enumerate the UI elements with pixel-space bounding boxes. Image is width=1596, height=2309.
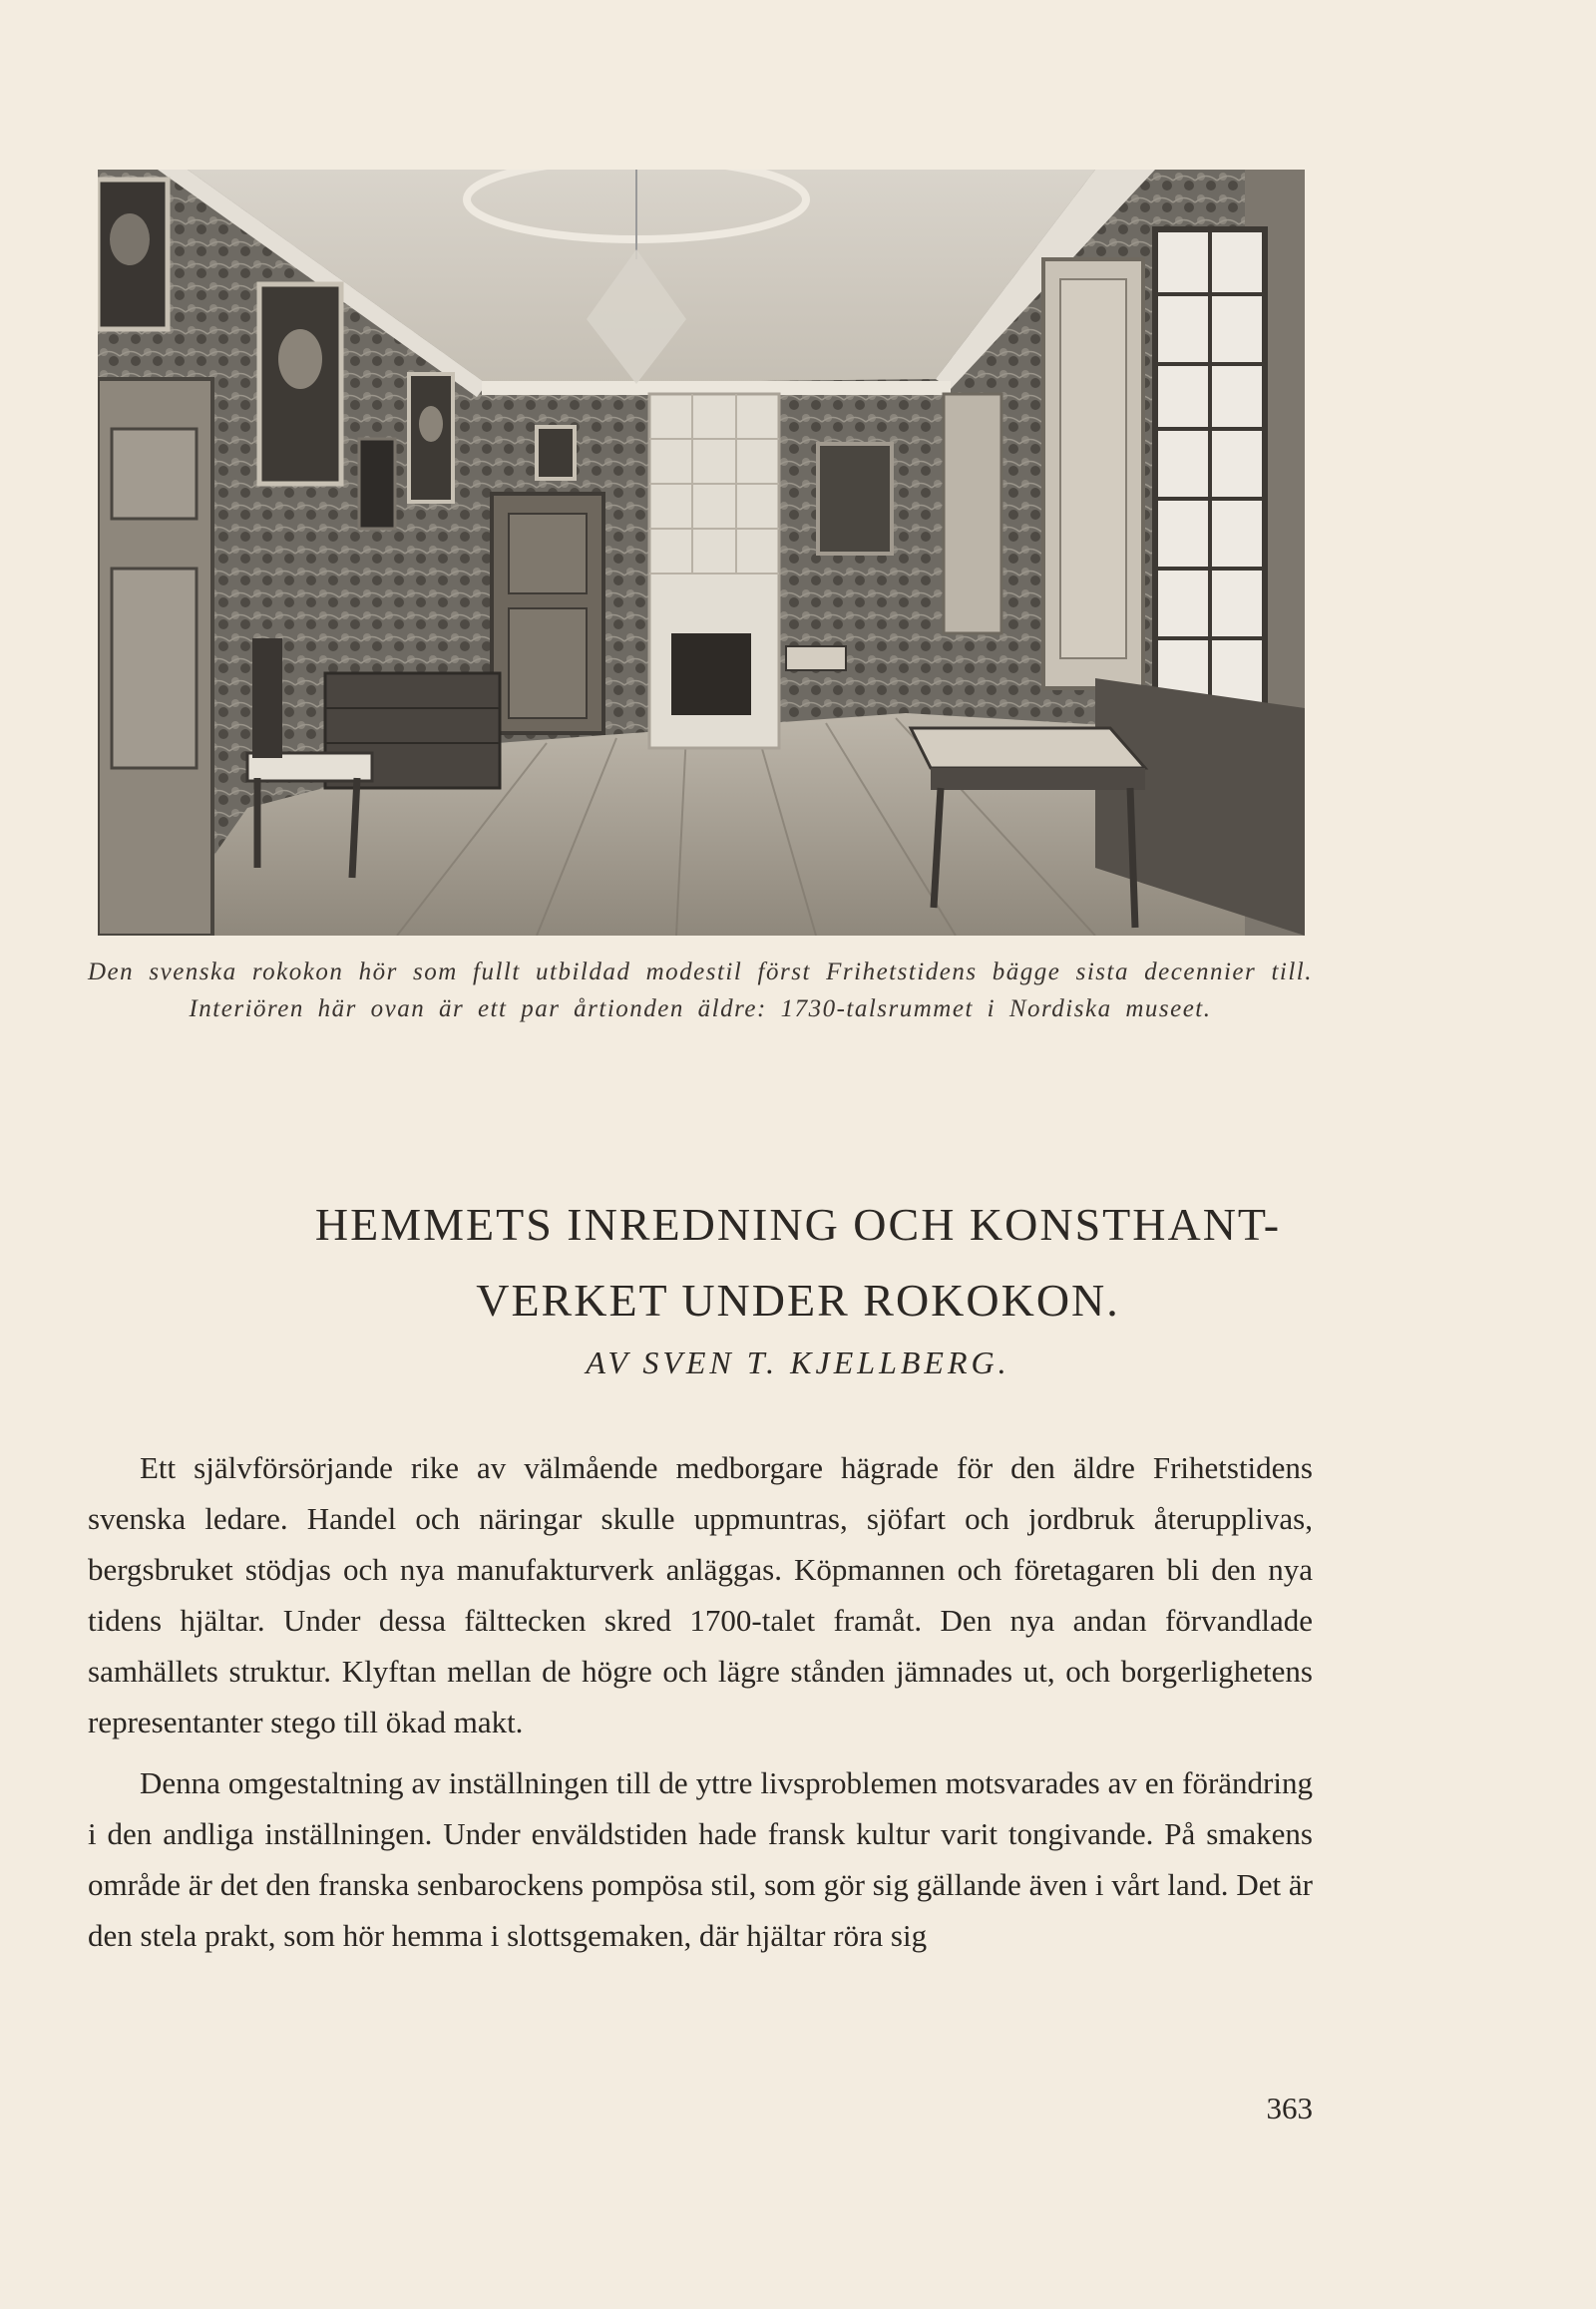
paragraph: Ett självförsörjande rike av välmående medborgare hägrade för den äldre Frihetstidens svenska ledare. Handel och näringar skulle uppmuntras, sjöfart och jordbruk återupplivas, bergsbruket stödjas och nya manufakturverk anläggas. Köpmannen och företagaren bli den nya tidens hjältar. Under dessa fälttecken skred 1700-talet framåt. Den nya andan förvandlade samhällets struktur. Klyftan mellan de högre och lägre stånden jämnades ut, och borgerlighetens representanter stego till ökad makt. (88, 1450, 1313, 1739)
page-number: 363 (1266, 2091, 1313, 2125)
article-author: AV SVEN T. KJELLBERG. (586, 1345, 1010, 1380)
article-body (88, 1442, 1313, 1971)
title-line-2: VERKET UNDER ROKOKON. (476, 1275, 1120, 1326)
room-interior-illustration (98, 170, 1305, 936)
paragraph: Denna omgestaltning av inställningen till de yttre livsproblemen motsvarades av en förändring i den andliga inställningen. Under enväldstiden hade fransk kultur varit tongivande. På smakens område är det den franska senbarockens pompösa stil, som gör sig gällande även i vårt land. Det är den stela prakt, som hör hemma i slottsgemaken, där hjältar röra sig (88, 1765, 1313, 1953)
figure-caption: Den svenska rokokon hör som fullt utbildad modestil först Frihetstidens bägge sista decennier till. Interiören här ovan är ett par årtionden äldre: 1730-talsrummet i Nordiska museet. (88, 959, 1313, 1022)
article-title (120, 1187, 1476, 1339)
room-interior-photo (98, 170, 1305, 936)
title-line-1: HEMMETS INREDNING OCH KONSTHANT- (314, 1199, 1282, 1250)
